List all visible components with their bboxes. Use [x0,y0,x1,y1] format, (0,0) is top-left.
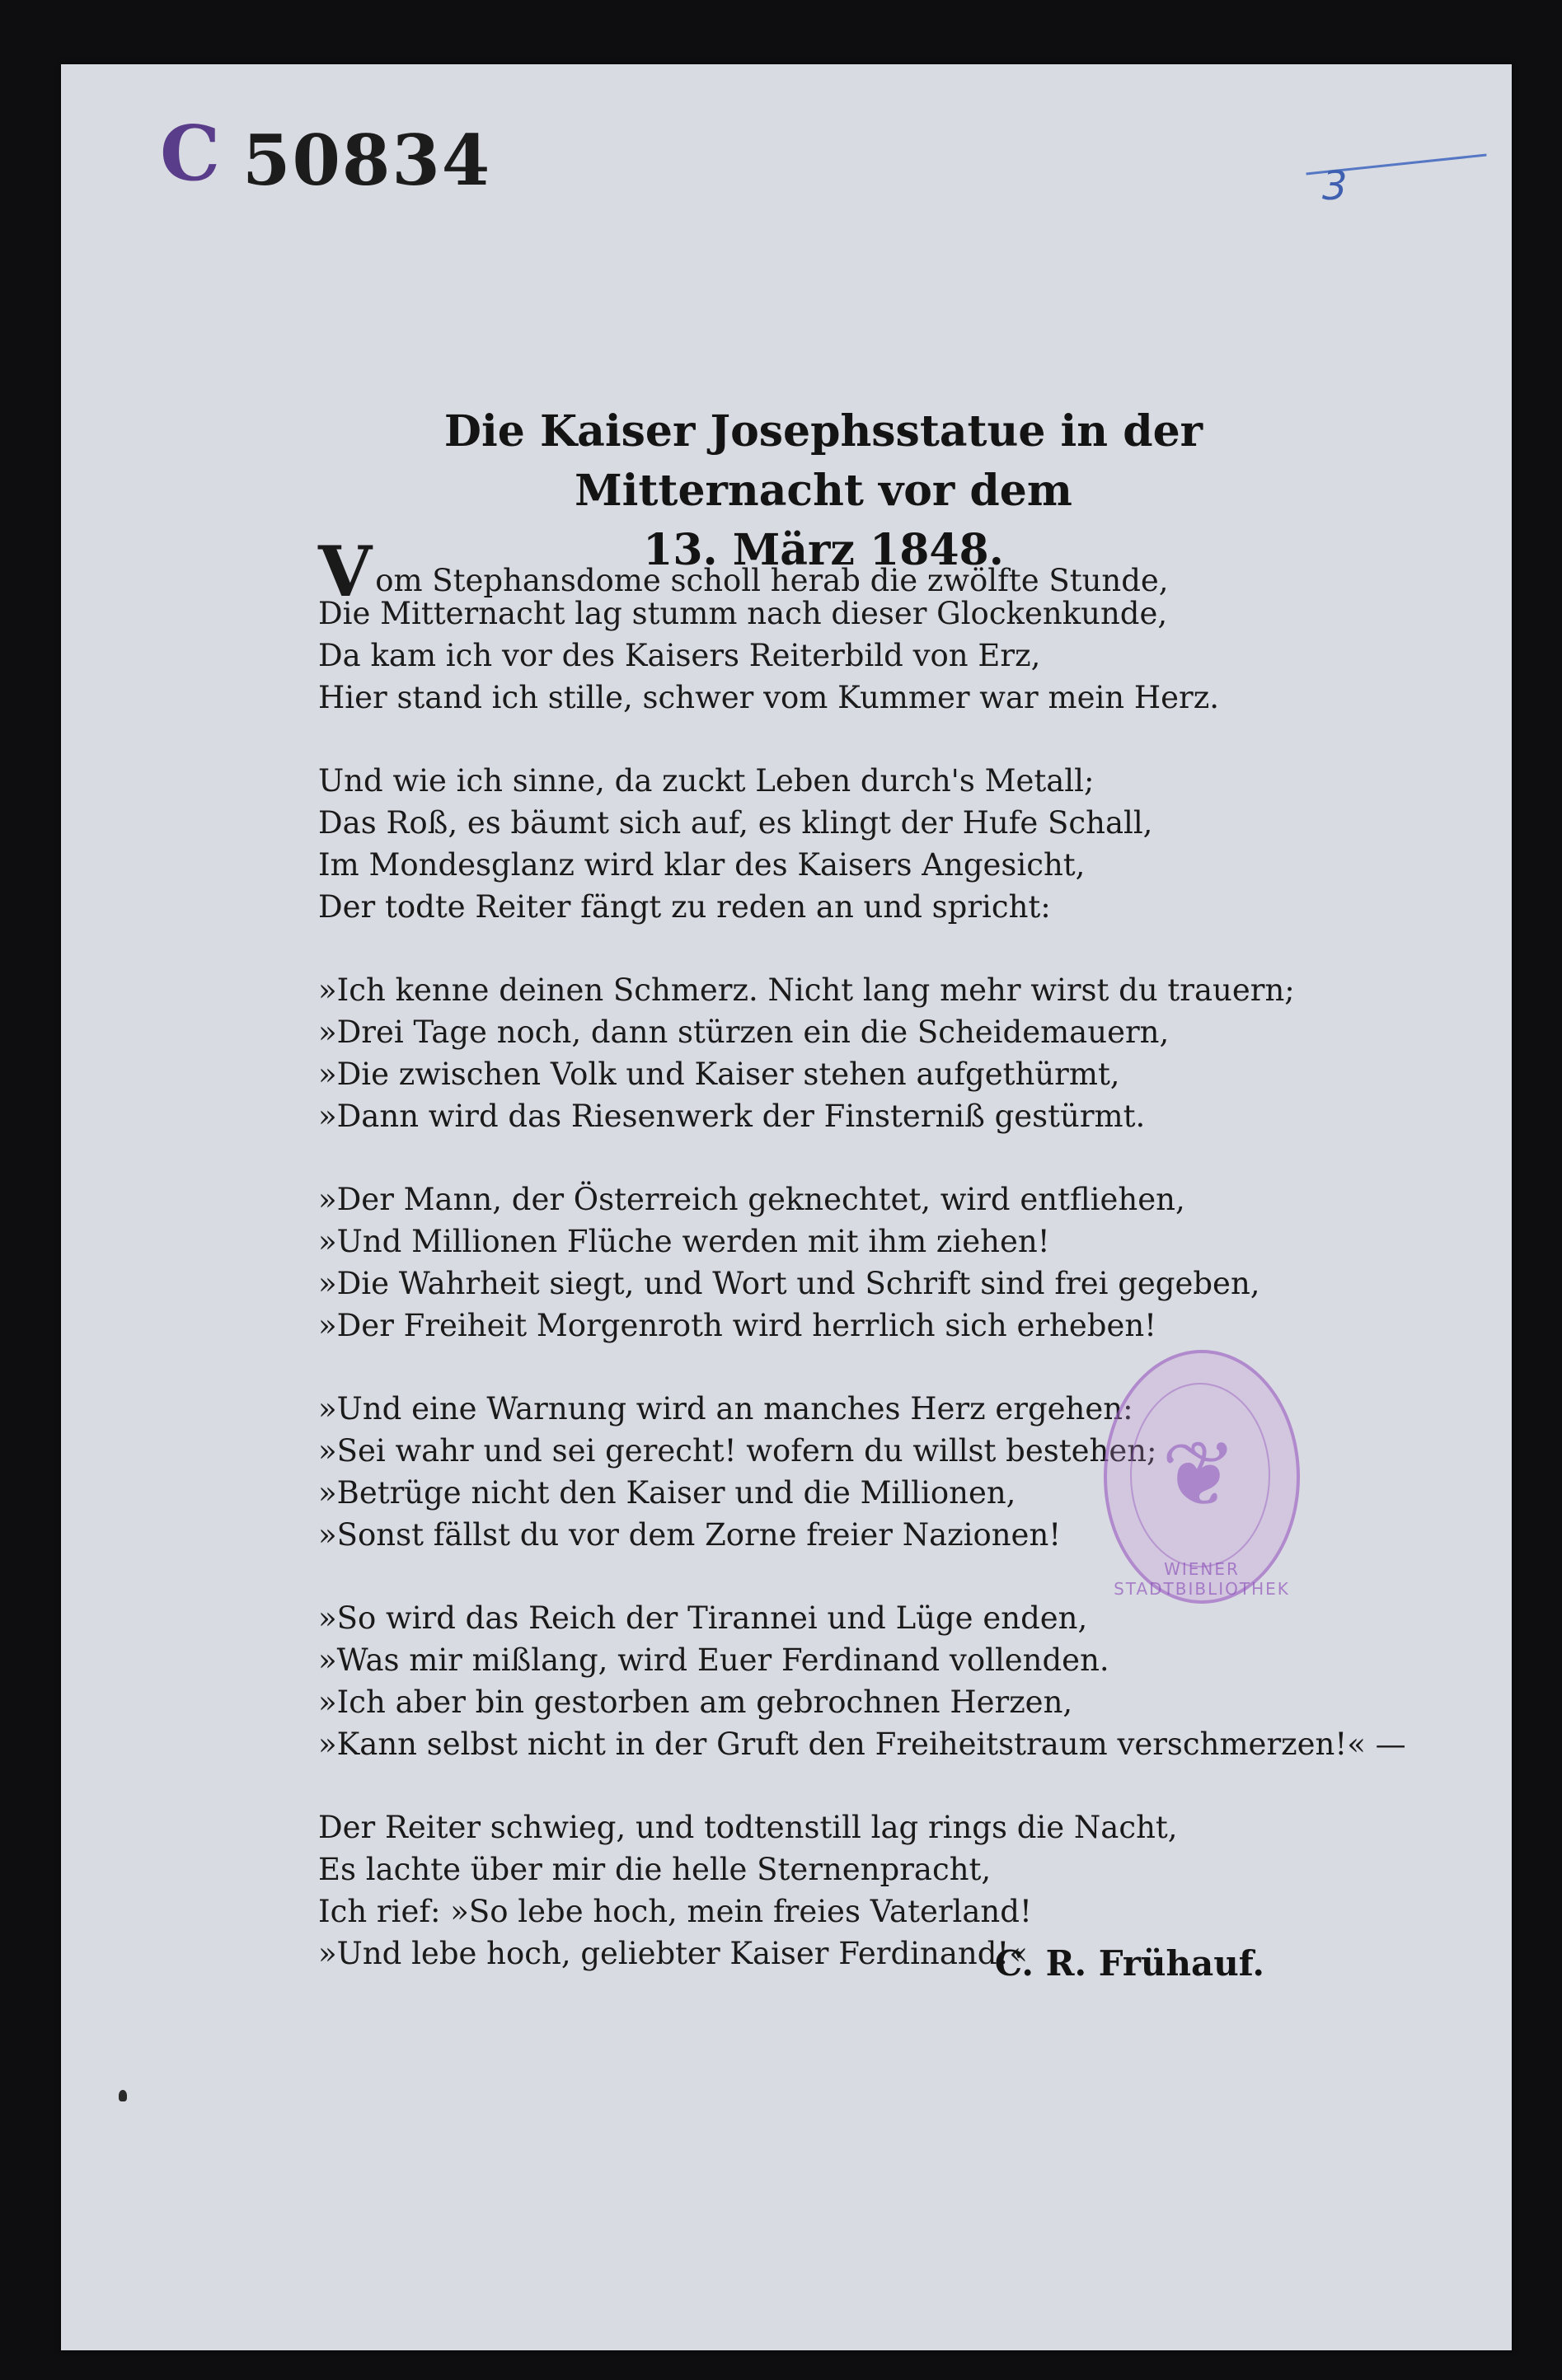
poem-line: »Drei Tage noch, dann stürzen ein die Scheidemauern, [318,1014,1170,1050]
poem-line: Die Mitternacht lag stumm nach dieser Glockenkunde, [318,596,1168,631]
stanza [318,1178,1390,1347]
poem-line: »Betrüge nicht den Kaiser und die Millionen, [318,1475,1016,1511]
poem-line: »Dann wird das Riesenwerk der Finsterniß gestürmt. [318,1099,1146,1134]
poem-line [318,531,1390,612]
folio-number: 3 [1322,163,1348,209]
poem-body [318,531,1406,2016]
poem-line: Es lachte über mir die helle Sternenpracht, [318,1852,992,1887]
library-stamp [1104,1350,1300,1604]
stanza [318,1597,1406,1765]
poem-line: »Kann selbst nicht in der Gruft den Freiheitstraum verschmerzen!« — [318,1726,1406,1762]
poem-line: »Die zwischen Volk und Kaiser stehen aufgethürmt, [318,1056,1120,1092]
poem-line: »Sei wahr und sei gerecht! wofern du willst bestehen; [318,1433,1157,1469]
poem-line: Da kam ich vor des Kaisers Reiterbild von Erz, [318,638,1041,673]
poem-line: »Der Freiheit Morgenroth wird herrlich sich erheben! [318,1308,1157,1343]
collection-stamp-letter: C [160,109,221,198]
stanza [318,760,1390,928]
poem-line: Hier stand ich stille, schwer vom Kummer war mein Herz. [318,680,1219,715]
poem-line: »Was mir mißlang, wird Euer Ferdinand vollenden. [318,1642,1109,1678]
stanza [318,531,1390,719]
poem-line: »Die Wahrheit siegt, und Wort und Schrift sind frei gegeben, [318,1266,1260,1301]
poem-line: »Ich kenne deinen Schmerz. Nicht lang mehr wirst du trauern; [318,972,1295,1008]
poem-title-line-1: Die Kaiser Josephsstatue in der Mitternacht vor dem [443,406,1203,516]
poem-line: »Und Millionen Flüche werden mit ihm ziehen! [318,1224,1050,1259]
poem-line: Im Mondesglanz wird klar des Kaisers Angesicht, [318,847,1086,883]
library-stamp-text: WIENER STADTBIBLIOTHEK [1114,1559,1290,1599]
ink-mark [119,2090,127,2101]
catalog-number: 50834 [242,119,492,201]
poem-line: Der todte Reiter fängt zu reden an und spricht: [318,889,1051,925]
drop-cap: V [318,531,373,612]
poem-line: »Der Mann, der Österreich geknechtet, wird entfliehen, [318,1182,1185,1217]
poem-title-line-2: 13. März 1848. [643,525,1004,575]
poem-line: »Und lebe hoch, geliebter Kaiser Ferdinand!« [318,1936,1028,1971]
poem-line: »Und eine Warnung wird an manches Herz ergehen: [318,1391,1133,1427]
poem-line: Ich rief: »So lebe hoch, mein freies Vaterland! [318,1894,1032,1929]
document-sheet [61,64,1512,2350]
poem-line: Und wie ich sinne, da zuckt Leben durch's Metall; [318,763,1095,799]
poem-line: »Sonst fällst du vor dem Zorne freier Nazionen! [318,1517,1062,1553]
stanza [318,969,1390,1137]
double-headed-eagle-icon: ❦ [1161,1422,1238,1527]
poem-line: »Ich aber bin gestorben am gebrochnen Herzen, [318,1684,1073,1720]
poem-line: »So wird das Reich der Tirannei und Lüge enden, [318,1600,1088,1636]
poem-line-text: om Stephansdome scholl herab die zwölfte Stunde, [375,563,1169,598]
poem-line: Der Reiter schwieg, und todtenstill lag rings die Nacht, [318,1810,1178,1845]
poem-line: Das Roß, es bäumt sich auf, es klingt der Hufe Schall, [318,805,1153,841]
author-signature: C. R. Frühauf. [994,1943,1264,1984]
